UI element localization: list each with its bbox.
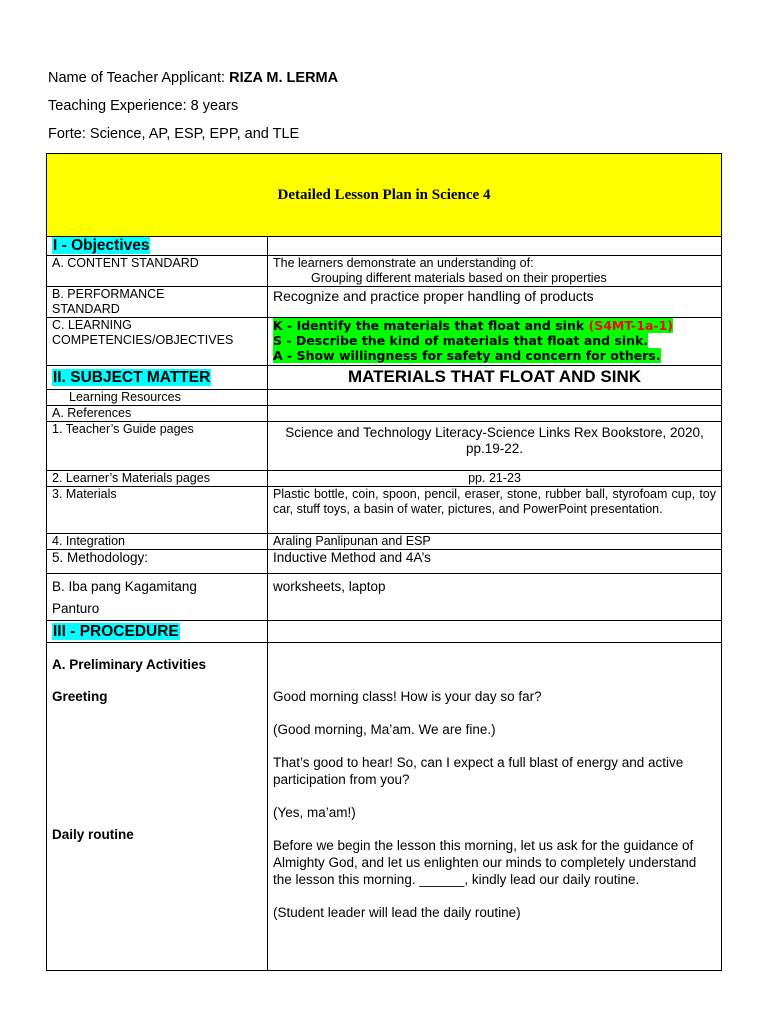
subject-topic: MATERIALS THAT FLOAT AND SINK <box>268 366 722 390</box>
daily-routine-label: Daily routine <box>52 827 134 842</box>
learners-materials-label: 2. Learner’s Materials pages <box>47 471 268 487</box>
integration-label: 4. Integration <box>47 534 268 550</box>
lesson-plan-title: Detailed Lesson Plan in Science 4 <box>47 154 722 237</box>
procedure-line: Good morning class! How is your day so far? <box>273 689 542 704</box>
procedure-line: (Student leader will lead the daily routine) <box>273 905 521 920</box>
materials-label: 3. Materials <box>47 487 268 534</box>
competencies-row <box>47 318 722 366</box>
objectives-heading: I - Objectives <box>53 237 150 254</box>
procedure-heading-row <box>47 621 722 643</box>
procedure-line: That’s good to hear! So, can I expect a full blast of energy and active participation from you? <box>273 755 684 787</box>
learners-materials-value: pp. 21-23 <box>268 471 722 487</box>
materials-value: Plastic bottle, coin, spoon, pencil, eraser, stone, rubber ball, styrofoam cup, toy car, stuff toys, a basin of water, pictures, and PowerPoint presentation. <box>268 487 722 534</box>
learners-materials-row <box>47 471 722 487</box>
subject-matter-heading: II. SUBJECT MATTER <box>53 368 211 386</box>
learning-resources-row <box>47 390 722 406</box>
procedure-left-column <box>47 643 268 971</box>
teacher-name-line <box>48 70 338 86</box>
procedure-line: (Good morning, Ma’am. We are fine.) <box>273 722 496 737</box>
greeting-label: Greeting <box>52 689 108 704</box>
other-materials-row <box>47 574 722 621</box>
integration-value: Araling Panlipunan and ESP <box>268 534 722 550</box>
teacher-forte: Forte: Science, AP, ESP, EPP, and TLE <box>48 126 300 142</box>
content-standard-label: A. CONTENT STANDARD <box>47 256 268 287</box>
methodology-row <box>47 550 722 574</box>
title-row <box>47 154 722 237</box>
competency-knowledge: K - Identify the materials that float and sink (S4MT-1a-1) <box>273 318 673 333</box>
teacher-name-label: Name of Teacher Applicant: <box>48 70 230 86</box>
integration-row <box>47 534 722 550</box>
references-row <box>47 406 722 422</box>
teaching-experience: Teaching Experience: 8 years <box>48 98 239 114</box>
teachers-guide-value: Science and Technology Literacy-Science Links Rex Bookstore, 2020, pp.19-22. <box>268 422 722 471</box>
methodology-label: 5. Methodology: <box>47 550 268 574</box>
procedure-line: Before we begin the lesson this morning, let us ask for the guidance of Almighty God, and let us enlighten our minds to completely understand the lesson this morning. ______, kindly lead our daily routine. <box>273 838 697 887</box>
materials-row <box>47 487 722 534</box>
subject-matter-row <box>47 366 722 390</box>
teachers-guide-row <box>47 422 722 471</box>
teacher-name-value: RIZA M. LERMA <box>229 70 339 86</box>
other-materials-value: worksheets, laptop <box>268 574 722 621</box>
performance-standard-row <box>47 287 722 318</box>
competency-attitude: A - Show willingness for safety and concern for others. <box>273 348 661 363</box>
procedure-right-column <box>268 643 722 971</box>
objectives-heading-row <box>47 237 722 256</box>
learning-resources-label: Learning Resources <box>47 390 268 406</box>
lesson-plan-table <box>46 153 722 971</box>
performance-standard-label: B. PERFORMANCE STANDARD <box>47 287 268 318</box>
performance-standard-value: Recognize and practice proper handling of products <box>268 287 722 318</box>
content-standard-row <box>47 256 722 287</box>
procedure-heading: III - PROCEDURE <box>53 622 179 640</box>
other-materials-label: B. Iba pang Kagamitang Panturo <box>47 574 268 621</box>
procedure-body-row <box>47 643 722 971</box>
procedure-line: (Yes, ma’am!) <box>273 805 356 820</box>
teachers-guide-label: 1. Teacher’s Guide pages <box>47 422 268 471</box>
references-label: A. References <box>47 406 268 422</box>
competency-skill: S - Describe the kind of materials that float and sink. <box>273 333 649 348</box>
methodology-value: Inductive Method and 4A’s <box>268 550 722 574</box>
competencies-list <box>268 318 722 366</box>
preliminary-activities-label: A. Preliminary Activities <box>52 657 207 672</box>
competencies-label: C. LEARNING COMPETENCIES/OBJECTIVES <box>47 318 268 366</box>
content-standard-value: The learners demonstrate an understanding of: Grouping different materials based on their properties <box>268 256 722 287</box>
